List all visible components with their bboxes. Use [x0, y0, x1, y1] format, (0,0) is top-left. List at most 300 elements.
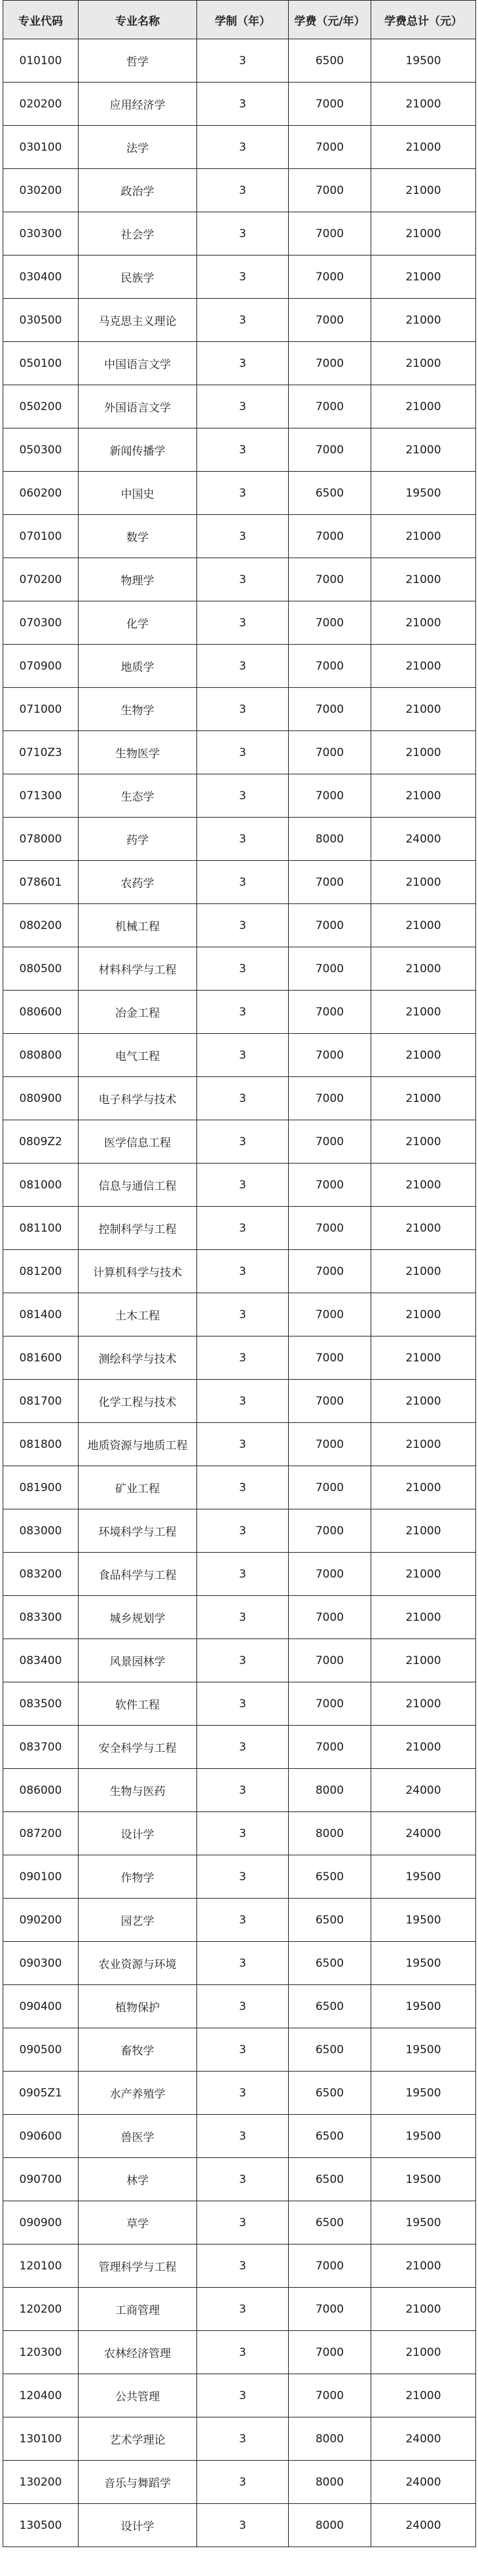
major-name-cell: 生物医学 [79, 731, 197, 774]
major-name-cell: 管理科学与工程 [79, 2245, 197, 2288]
major-name-cell: 药学 [79, 818, 197, 861]
table-row [3, 472, 476, 515]
annual-fee-cell: 7000 [289, 2331, 371, 2374]
total-fee-cell: 21000 [371, 1639, 476, 1682]
major-code-cell: 030100 [3, 126, 79, 169]
table-row [3, 1509, 476, 1553]
table-row [3, 2504, 476, 2547]
table-row [3, 1336, 476, 1380]
annual-fee-cell: 7000 [289, 1596, 371, 1639]
annual-fee-cell: 7000 [289, 2288, 371, 2331]
total-fee-cell: 19500 [371, 39, 476, 83]
duration-cell: 3 [197, 1899, 289, 1942]
major-code-cell: 030500 [3, 299, 79, 342]
table-row [3, 2072, 476, 2115]
major-name-cell: 哲学 [79, 39, 197, 83]
table-row [3, 1639, 476, 1682]
total-fee-cell: 21000 [371, 1423, 476, 1466]
major-name-cell: 电气工程 [79, 1034, 197, 1077]
duration-cell: 3 [197, 1380, 289, 1423]
table-row [3, 904, 476, 947]
annual-fee-cell: 7000 [289, 256, 371, 299]
header-annual-fee: 学费（元/年） [289, 1, 371, 39]
duration-cell: 3 [197, 904, 289, 947]
duration-cell: 3 [197, 342, 289, 385]
major-code-cell: 081800 [3, 1423, 79, 1466]
table-row [3, 1380, 476, 1423]
total-fee-cell: 24000 [371, 2461, 476, 2504]
major-name-cell: 畜牧学 [79, 2028, 197, 2072]
annual-fee-cell: 7000 [289, 212, 371, 256]
total-fee-cell: 24000 [371, 1812, 476, 1855]
table-row [3, 2331, 476, 2374]
major-code-cell: 081000 [3, 1164, 79, 1207]
total-fee-cell: 21000 [371, 645, 476, 688]
annual-fee-cell: 8000 [289, 2504, 371, 2547]
annual-fee-cell: 7000 [289, 1164, 371, 1207]
major-name-cell: 水产养殖学 [79, 2072, 197, 2115]
duration-cell: 3 [197, 731, 289, 774]
table-row [3, 1120, 476, 1164]
annual-fee-cell: 7000 [289, 299, 371, 342]
table-row [3, 2245, 476, 2288]
table-row [3, 558, 476, 601]
table-row [3, 1769, 476, 1812]
major-name-cell: 电子科学与技术 [79, 1077, 197, 1120]
annual-fee-cell: 7000 [289, 774, 371, 818]
total-fee-cell: 21000 [371, 1726, 476, 1769]
total-fee-cell: 21000 [371, 126, 476, 169]
major-code-cell: 083200 [3, 1553, 79, 1596]
major-name-cell: 设计学 [79, 2504, 197, 2547]
duration-cell: 3 [197, 818, 289, 861]
major-name-cell: 环境科学与工程 [79, 1509, 197, 1553]
major-name-cell: 马克思主义理论 [79, 299, 197, 342]
total-fee-cell: 21000 [371, 83, 476, 126]
major-name-cell: 农林经济管理 [79, 2331, 197, 2374]
major-name-cell: 应用经济学 [79, 83, 197, 126]
table-row [3, 1899, 476, 1942]
major-name-cell: 公共管理 [79, 2374, 197, 2417]
total-fee-cell: 19500 [371, 1942, 476, 1985]
duration-cell: 3 [197, 428, 289, 472]
annual-fee-cell: 7000 [289, 1380, 371, 1423]
annual-fee-cell: 7000 [289, 1639, 371, 1682]
table-row [3, 1207, 476, 1250]
major-name-cell: 中国语言文学 [79, 342, 197, 385]
annual-fee-cell: 6500 [289, 1899, 371, 1942]
duration-cell: 3 [197, 1726, 289, 1769]
total-fee-cell: 21000 [371, 1164, 476, 1207]
major-code-cell: 081600 [3, 1336, 79, 1380]
major-code-cell: 090200 [3, 1899, 79, 1942]
major-code-cell: 081100 [3, 1207, 79, 1250]
annual-fee-cell: 7000 [289, 991, 371, 1034]
header-major-name: 专业名称 [79, 1, 197, 39]
total-fee-cell: 21000 [371, 1034, 476, 1077]
annual-fee-cell: 6500 [289, 1942, 371, 1985]
annual-fee-cell: 7000 [289, 688, 371, 731]
table-row [3, 2461, 476, 2504]
annual-fee-cell: 8000 [289, 2417, 371, 2461]
major-name-cell: 法学 [79, 126, 197, 169]
duration-cell: 3 [197, 83, 289, 126]
duration-cell: 3 [197, 1120, 289, 1164]
table-row [3, 1942, 476, 1985]
major-name-cell: 医学信息工程 [79, 1120, 197, 1164]
major-name-cell: 设计学 [79, 1812, 197, 1855]
duration-cell: 3 [197, 1466, 289, 1509]
major-name-cell: 计算机科学与技术 [79, 1250, 197, 1293]
major-name-cell: 林学 [79, 2158, 197, 2201]
duration-cell: 3 [197, 947, 289, 991]
total-fee-cell: 19500 [371, 2115, 476, 2158]
total-fee-cell: 21000 [371, 515, 476, 558]
duration-cell: 3 [197, 1553, 289, 1596]
duration-cell: 3 [197, 2461, 289, 2504]
annual-fee-cell: 7000 [289, 645, 371, 688]
duration-cell: 3 [197, 2374, 289, 2417]
major-code-cell: 086000 [3, 1769, 79, 1812]
major-name-cell: 土木工程 [79, 1293, 197, 1336]
major-code-cell: 050100 [3, 342, 79, 385]
total-fee-cell: 19500 [371, 2158, 476, 2201]
duration-cell: 3 [197, 1855, 289, 1899]
duration-cell: 3 [197, 1639, 289, 1682]
table-row [3, 212, 476, 256]
duration-cell: 3 [197, 1207, 289, 1250]
total-fee-cell: 21000 [371, 2288, 476, 2331]
duration-cell: 3 [197, 861, 289, 904]
annual-fee-cell: 8000 [289, 818, 371, 861]
table-row [3, 774, 476, 818]
major-code-cell: 0809Z2 [3, 1120, 79, 1164]
major-code-cell: 071300 [3, 774, 79, 818]
major-code-cell: 070300 [3, 601, 79, 645]
annual-fee-cell: 7000 [289, 601, 371, 645]
major-code-cell: 081700 [3, 1380, 79, 1423]
annual-fee-cell: 6500 [289, 1985, 371, 2028]
total-fee-cell: 21000 [371, 1293, 476, 1336]
annual-fee-cell: 6500 [289, 1855, 371, 1899]
major-name-cell: 测绘科学与技术 [79, 1336, 197, 1380]
major-name-cell: 材料科学与工程 [79, 947, 197, 991]
annual-fee-cell: 7000 [289, 1034, 371, 1077]
major-name-cell: 工商管理 [79, 2288, 197, 2331]
major-code-cell: 0710Z3 [3, 731, 79, 774]
annual-fee-cell: 6500 [289, 2028, 371, 2072]
total-fee-cell: 19500 [371, 472, 476, 515]
total-fee-cell: 19500 [371, 1855, 476, 1899]
major-code-cell: 010100 [3, 39, 79, 83]
header-duration: 学制（年） [197, 1, 289, 39]
duration-cell: 3 [197, 1596, 289, 1639]
table-row [3, 2115, 476, 2158]
duration-cell: 3 [197, 1812, 289, 1855]
duration-cell: 3 [197, 385, 289, 428]
annual-fee-cell: 7000 [289, 1466, 371, 1509]
table-row [3, 818, 476, 861]
table-row [3, 1250, 476, 1293]
total-fee-cell: 21000 [371, 1336, 476, 1380]
major-code-cell: 081900 [3, 1466, 79, 1509]
annual-fee-cell: 6500 [289, 2115, 371, 2158]
annual-fee-cell: 7000 [289, 385, 371, 428]
major-code-cell: 081400 [3, 1293, 79, 1336]
table-row [3, 342, 476, 385]
annual-fee-cell: 7000 [289, 861, 371, 904]
header-major-code: 专业代码 [3, 1, 79, 39]
major-name-cell: 政治学 [79, 169, 197, 212]
major-code-cell: 090700 [3, 2158, 79, 2201]
major-name-cell: 生物与医药 [79, 1769, 197, 1812]
duration-cell: 3 [197, 1164, 289, 1207]
duration-cell: 3 [197, 212, 289, 256]
annual-fee-cell: 6500 [289, 472, 371, 515]
annual-fee-cell: 7000 [289, 1726, 371, 1769]
major-code-cell: 070100 [3, 515, 79, 558]
table-row [3, 515, 476, 558]
duration-cell: 3 [197, 774, 289, 818]
major-code-cell: 090100 [3, 1855, 79, 1899]
major-code-cell: 080200 [3, 904, 79, 947]
major-code-cell: 0905Z1 [3, 2072, 79, 2115]
major-code-cell: 090600 [3, 2115, 79, 2158]
total-fee-cell: 21000 [371, 1207, 476, 1250]
total-fee-cell: 21000 [371, 428, 476, 472]
major-code-cell: 060200 [3, 472, 79, 515]
header-row [3, 1, 476, 39]
total-fee-cell: 21000 [371, 601, 476, 645]
major-name-cell: 地质资源与地质工程 [79, 1423, 197, 1466]
total-fee-cell: 21000 [371, 212, 476, 256]
major-code-cell: 080900 [3, 1077, 79, 1120]
annual-fee-cell: 7000 [289, 169, 371, 212]
major-code-cell: 090900 [3, 2201, 79, 2245]
table-row [3, 1553, 476, 1596]
annual-fee-cell: 6500 [289, 2158, 371, 2201]
major-code-cell: 080600 [3, 991, 79, 1034]
duration-cell: 3 [197, 2245, 289, 2288]
duration-cell: 3 [197, 299, 289, 342]
major-code-cell: 090300 [3, 1942, 79, 1985]
annual-fee-cell: 7000 [289, 904, 371, 947]
table-row [3, 2028, 476, 2072]
major-code-cell: 030400 [3, 256, 79, 299]
tuition-table [3, 0, 476, 2547]
duration-cell: 3 [197, 1682, 289, 1726]
duration-cell: 3 [197, 472, 289, 515]
annual-fee-cell: 7000 [289, 1250, 371, 1293]
table-row [3, 1293, 476, 1336]
duration-cell: 3 [197, 1769, 289, 1812]
major-code-cell: 090400 [3, 1985, 79, 2028]
major-name-cell: 物理学 [79, 558, 197, 601]
total-fee-cell: 24000 [371, 2504, 476, 2547]
duration-cell: 3 [197, 2201, 289, 2245]
table-row [3, 645, 476, 688]
major-code-cell: 120200 [3, 2288, 79, 2331]
header-total-fee: 学费总计（元） [371, 1, 476, 39]
table-header [3, 1, 476, 39]
table-row [3, 601, 476, 645]
duration-cell: 3 [197, 1336, 289, 1380]
major-name-cell: 作物学 [79, 1855, 197, 1899]
major-name-cell: 农业资源与环境 [79, 1942, 197, 1985]
duration-cell: 3 [197, 1034, 289, 1077]
major-name-cell: 风景园林学 [79, 1639, 197, 1682]
total-fee-cell: 21000 [371, 299, 476, 342]
duration-cell: 3 [197, 688, 289, 731]
annual-fee-cell: 6500 [289, 2072, 371, 2115]
annual-fee-cell: 7000 [289, 1423, 371, 1466]
major-code-cell: 130500 [3, 2504, 79, 2547]
total-fee-cell: 21000 [371, 731, 476, 774]
major-code-cell: 070900 [3, 645, 79, 688]
major-name-cell: 民族学 [79, 256, 197, 299]
duration-cell: 3 [197, 2028, 289, 2072]
major-code-cell: 080800 [3, 1034, 79, 1077]
major-code-cell: 083400 [3, 1639, 79, 1682]
table-row [3, 1682, 476, 1726]
total-fee-cell: 21000 [371, 169, 476, 212]
duration-cell: 3 [197, 2331, 289, 2374]
total-fee-cell: 21000 [371, 342, 476, 385]
major-name-cell: 信息与通信工程 [79, 1164, 197, 1207]
duration-cell: 3 [197, 2288, 289, 2331]
total-fee-cell: 21000 [371, 1466, 476, 1509]
major-name-cell: 中国史 [79, 472, 197, 515]
duration-cell: 3 [197, 126, 289, 169]
major-code-cell: 120100 [3, 2245, 79, 2288]
annual-fee-cell: 7000 [289, 126, 371, 169]
major-name-cell: 化学 [79, 601, 197, 645]
major-code-cell: 078000 [3, 818, 79, 861]
total-fee-cell: 19500 [371, 2028, 476, 2072]
duration-cell: 3 [197, 1509, 289, 1553]
annual-fee-cell: 7000 [289, 515, 371, 558]
major-code-cell: 083700 [3, 1726, 79, 1769]
total-fee-cell: 21000 [371, 558, 476, 601]
annual-fee-cell: 7000 [289, 1682, 371, 1726]
major-code-cell: 083500 [3, 1682, 79, 1726]
annual-fee-cell: 8000 [289, 1769, 371, 1812]
table-row [3, 731, 476, 774]
major-code-cell: 090500 [3, 2028, 79, 2072]
major-name-cell: 数学 [79, 515, 197, 558]
total-fee-cell: 21000 [371, 688, 476, 731]
major-code-cell: 081200 [3, 1250, 79, 1293]
table-row [3, 428, 476, 472]
annual-fee-cell: 7000 [289, 2245, 371, 2288]
annual-fee-cell: 7000 [289, 1553, 371, 1596]
duration-cell: 3 [197, 39, 289, 83]
total-fee-cell: 21000 [371, 1250, 476, 1293]
duration-cell: 3 [197, 2417, 289, 2461]
table-row [3, 299, 476, 342]
major-code-cell: 050300 [3, 428, 79, 472]
duration-cell: 3 [197, 558, 289, 601]
total-fee-cell: 21000 [371, 1553, 476, 1596]
annual-fee-cell: 7000 [289, 1207, 371, 1250]
table-row [3, 1855, 476, 1899]
annual-fee-cell: 7000 [289, 1077, 371, 1120]
table-row [3, 83, 476, 126]
duration-cell: 3 [197, 2504, 289, 2547]
total-fee-cell: 21000 [371, 1509, 476, 1553]
duration-cell: 3 [197, 515, 289, 558]
duration-cell: 3 [197, 601, 289, 645]
major-name-cell: 生物学 [79, 688, 197, 731]
total-fee-cell: 21000 [371, 1077, 476, 1120]
table-row [3, 1466, 476, 1509]
annual-fee-cell: 6500 [289, 39, 371, 83]
major-name-cell: 外国语言文学 [79, 385, 197, 428]
major-code-cell: 083000 [3, 1509, 79, 1553]
total-fee-cell: 19500 [371, 1985, 476, 2028]
total-fee-cell: 21000 [371, 947, 476, 991]
major-name-cell: 城乡规划学 [79, 1596, 197, 1639]
major-code-cell: 078601 [3, 861, 79, 904]
annual-fee-cell: 7000 [289, 2374, 371, 2417]
major-name-cell: 新闻传播学 [79, 428, 197, 472]
table-row [3, 1423, 476, 1466]
annual-fee-cell: 8000 [289, 2461, 371, 2504]
total-fee-cell: 21000 [371, 904, 476, 947]
duration-cell: 3 [197, 256, 289, 299]
total-fee-cell: 21000 [371, 1120, 476, 1164]
annual-fee-cell: 7000 [289, 1509, 371, 1553]
total-fee-cell: 24000 [371, 1769, 476, 1812]
table-row [3, 385, 476, 428]
total-fee-cell: 24000 [371, 2417, 476, 2461]
major-code-cell: 050200 [3, 385, 79, 428]
major-code-cell: 030200 [3, 169, 79, 212]
annual-fee-cell: 7000 [289, 83, 371, 126]
table-row [3, 2288, 476, 2331]
table-row [3, 1596, 476, 1639]
annual-fee-cell: 7000 [289, 558, 371, 601]
major-name-cell: 草学 [79, 2201, 197, 2245]
table-row [3, 861, 476, 904]
duration-cell: 3 [197, 1077, 289, 1120]
total-fee-cell: 21000 [371, 774, 476, 818]
major-name-cell: 矿业工程 [79, 1466, 197, 1509]
major-name-cell: 安全科学与工程 [79, 1726, 197, 1769]
major-name-cell: 机械工程 [79, 904, 197, 947]
duration-cell: 3 [197, 2072, 289, 2115]
duration-cell: 3 [197, 1942, 289, 1985]
table-row [3, 2158, 476, 2201]
major-name-cell: 化学工程与技术 [79, 1380, 197, 1423]
annual-fee-cell: 7000 [289, 1120, 371, 1164]
major-code-cell: 083300 [3, 1596, 79, 1639]
annual-fee-cell: 7000 [289, 1336, 371, 1380]
table-row [3, 1985, 476, 2028]
duration-cell: 3 [197, 1250, 289, 1293]
total-fee-cell: 21000 [371, 991, 476, 1034]
major-code-cell: 130100 [3, 2417, 79, 2461]
total-fee-cell: 19500 [371, 2072, 476, 2115]
total-fee-cell: 21000 [371, 1682, 476, 1726]
major-name-cell: 生态学 [79, 774, 197, 818]
table-row [3, 1812, 476, 1855]
major-code-cell: 020200 [3, 83, 79, 126]
table-row [3, 1726, 476, 1769]
table-row [3, 947, 476, 991]
major-name-cell: 软件工程 [79, 1682, 197, 1726]
major-name-cell: 地质学 [79, 645, 197, 688]
